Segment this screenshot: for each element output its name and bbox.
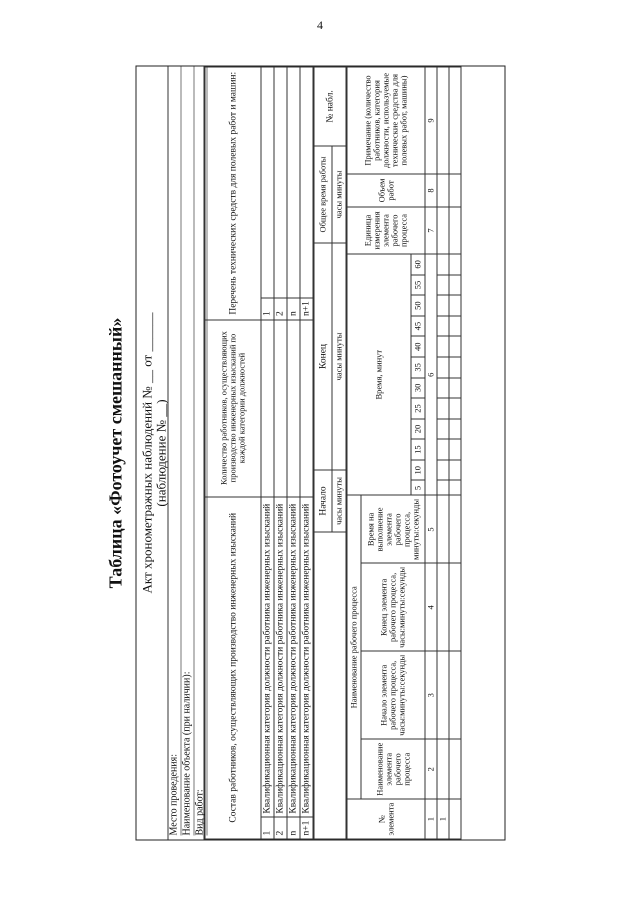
tech-row-value: [261, 67, 274, 298]
act-header: [137, 66, 169, 839]
table-cell: [437, 495, 449, 563]
staff-row-no: 1: [261, 817, 274, 839]
staff-row-count: [287, 319, 300, 496]
col-number: 1: [425, 799, 437, 839]
meta-object: Наименование объекта (при наличии):: [182, 66, 195, 835]
table-cell: [449, 418, 461, 439]
start-label: Начало: [314, 470, 332, 532]
tech-row-no: 2: [274, 297, 287, 319]
col-number: 4: [425, 563, 437, 651]
act-subtitle: (наблюдение № __): [153, 398, 169, 507]
meta-block: [169, 66, 205, 839]
table-cell: [449, 799, 461, 839]
minute-mark: 30: [411, 377, 425, 398]
document-title: Таблица «Фотоучет смешанный»: [105, 317, 126, 588]
start-units: часы минуты: [332, 470, 346, 532]
col-volume: Объем работ: [347, 174, 425, 207]
act-title: Акт хронометражных наблюдений № __ от ______: [139, 312, 155, 593]
tech-row-value: [287, 67, 300, 298]
rotated-form: [105, 65, 506, 840]
staff-row-label: Квалификационная категория должности работника инженерных изысканий: [300, 496, 313, 817]
table-cell: [449, 739, 461, 799]
table-cell: [449, 357, 461, 378]
tech-row-value: [274, 67, 287, 298]
table-cell: [437, 563, 449, 651]
observation-blank: [314, 532, 346, 839]
table-cell: [437, 295, 449, 316]
staff-row-no: n+1: [300, 817, 313, 839]
staff-row-label: Квалификационная категория должности работника инженерных изысканий: [287, 496, 300, 817]
col-number: 8: [425, 174, 437, 207]
table-cell: [437, 480, 449, 495]
meta-place: Место проведения:: [169, 66, 182, 835]
table-cell: [437, 357, 449, 378]
staff-count-header: Количество работников, осуществляющих производство инженерных изысканий по каждой категории должностей: [205, 319, 261, 496]
table-cell: [449, 315, 461, 336]
tech-row-no: 1: [261, 297, 274, 319]
col-number: 2: [425, 739, 437, 799]
col-time-min: Время, минут: [347, 254, 411, 495]
table-cell: [449, 459, 461, 480]
minute-mark: 50: [411, 295, 425, 316]
minute-mark: 45: [411, 315, 425, 336]
col-start: Начало элемента рабочего процесса, часы:минуты:секунды: [361, 651, 425, 739]
col-end: Конец элемента рабочего процесса, часы:минуты:секунды: [361, 563, 425, 651]
total-units: часы минуты: [332, 146, 346, 243]
table-cell: [437, 651, 449, 739]
minute-mark: 20: [411, 418, 425, 439]
staff-header: Состав работников, осуществляющих производство инженерных изысканий: [205, 496, 261, 838]
table-cell: [449, 651, 461, 739]
process-name: Наименование рабочего процесса: [347, 495, 361, 799]
table-cell: [437, 459, 449, 480]
col-number: 5: [425, 495, 437, 563]
table-cell: [449, 439, 461, 460]
col-duration: Время на выполнение элемента рабочего процесса, минуты:секунды: [361, 495, 425, 563]
table-cell: [449, 495, 461, 563]
table-row-no: 1: [437, 799, 449, 839]
table-cell: [437, 377, 449, 398]
table-cell: [437, 174, 449, 207]
minute-mark: 5: [411, 480, 425, 495]
table-cell: [449, 336, 461, 357]
total-time-label: Общее время работы: [314, 146, 332, 243]
tech-header: Перечень технических средств для полевых работ и машин:: [205, 67, 261, 320]
table-cell: [437, 398, 449, 419]
table-cell: [449, 377, 461, 398]
table-cell: [449, 254, 461, 275]
table-cell: [437, 336, 449, 357]
staff-row-count: [274, 319, 287, 496]
staff-table: [205, 66, 314, 839]
staff-row-count: [261, 319, 274, 496]
minute-mark: 40: [411, 336, 425, 357]
col-element-no: № элемента: [347, 799, 425, 839]
table-cell: [449, 295, 461, 316]
table-cell: [449, 174, 461, 207]
table-cell: [449, 207, 461, 254]
minute-mark: 25: [411, 398, 425, 419]
end-label: Конец: [314, 243, 332, 470]
meta-work-type: Вид работ:: [195, 66, 208, 835]
minute-mark: 10: [411, 459, 425, 480]
col-number: 9: [425, 67, 437, 174]
tech-row-value: [300, 67, 313, 298]
table-cell: [449, 480, 461, 495]
obs-no-label: № набл.: [314, 67, 346, 146]
col-element-name: Наименование элемента рабочего процесса: [361, 739, 425, 799]
col-number: 3: [425, 651, 437, 739]
col-number: 6: [425, 254, 437, 495]
table-cell: [437, 254, 449, 275]
staff-row-label: Квалификационная категория должности работника инженерных изысканий: [261, 496, 274, 817]
col-note: Примечание (количество работников, категория должности, используемые технические средства для полевых работ, машины): [347, 67, 425, 174]
page-number: 4: [317, 18, 323, 32]
minute-mark: 35: [411, 357, 425, 378]
table-cell: [437, 418, 449, 439]
table-cell: [449, 67, 461, 174]
col-unit: Единица измерения элемента рабочего процесса: [347, 207, 425, 254]
staff-row-no: 2: [274, 817, 287, 839]
table-cell: [437, 207, 449, 254]
table-cell: [437, 315, 449, 336]
form-sheet: [136, 65, 506, 840]
minute-mark: 55: [411, 274, 425, 295]
table-cell: [437, 439, 449, 460]
end-units: часы минуты: [332, 243, 346, 470]
table-cell: [449, 398, 461, 419]
staff-row-label: Квалификационная категория должности работника инженерных изысканий: [274, 496, 287, 817]
table-cell: [437, 67, 449, 174]
col-number: 7: [425, 207, 437, 254]
table-cell: [449, 274, 461, 295]
tech-row-no: n: [287, 297, 300, 319]
minute-mark: 15: [411, 439, 425, 460]
minute-mark: 60: [411, 254, 425, 275]
table-cell: [437, 739, 449, 799]
table-cell: [449, 563, 461, 651]
observation-table: [314, 66, 347, 839]
staff-row-no: n: [287, 817, 300, 839]
main-table: [347, 66, 462, 839]
staff-row-count: [300, 319, 313, 496]
tech-row-no: n+1: [300, 297, 313, 319]
table-cell: [437, 274, 449, 295]
